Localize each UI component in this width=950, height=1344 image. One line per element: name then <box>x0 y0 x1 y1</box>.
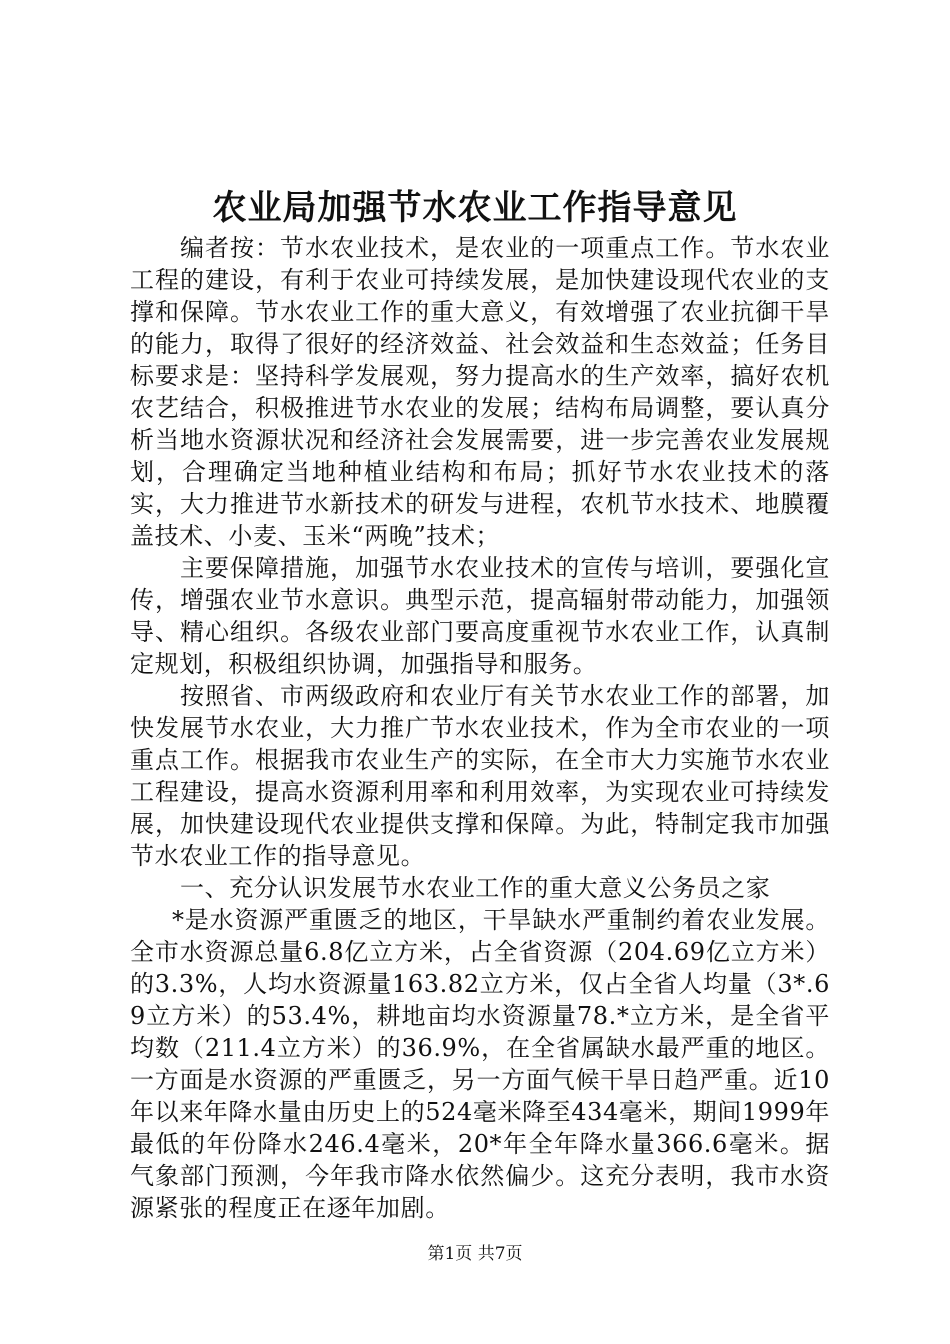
paragraph-water-resources: *是水资源严重匮乏的地区，干旱缺水严重制约着农业发展。全市水资源总量6.8亿立方米，占全省资源（204.69亿立方米）的3.3%，人均水资源量163.82立方米，仅占全省人均量（3*.69立方米）的53.4%，耕地亩均水资源量78.*立方米，是全省平均数（211.4立方米）的36.9%，在全省属缺水最严重的地区。一方面是水资源的严重匮乏，另一方面气候干旱日趋严重。近10年以来年降水量由历史上的524毫米降至434毫米，期间1999年最低的年份降水246.4毫米，20*年全年降水量366.6毫米。据气象部门预测，今年我市降水依然偏少。这充分表明，我市水资源紧张的程度正在逐年加剧。 <box>130 906 830 1222</box>
paragraph-introduction: 按照省、市两级政府和农业厅有关节水农业工作的部署，加快发展节水农业，大力推广节水农业技术，作为全市农业的一项重点工作。根据我市农业生产的实际，在全市大力实施节水农业工程建设，提高水资源利用率和利用效率，为实现农业可持续发展，加快建设现代农业提供支撑和保障。为此，特制定我市加强节水农业工作的指导意见。 <box>130 682 830 870</box>
paragraph-safeguards: 主要保障措施，加强节水农业技术的宣传与培训，要强化宣传，增强农业节水意识。典型示范，提高辐射带动能力，加强领导、精心组织。各级农业部门要高度重视节水农业工作，认真制定规划，积极组织协调，加强指导和服务。 <box>130 554 830 678</box>
section-heading-1: 一、充分认识发展节水农业工作的重大意义公务员之家 <box>180 874 771 902</box>
document-body <box>130 232 830 1224</box>
paragraph-editor-note: 编者按：节水农业技术，是农业的一项重点工作。节水农业工程的建设，有利于农业可持续发展，是加快建设现代农业的支撑和保障。节水农业工作的重大意义，有效增强了农业抗御干旱的能力，取得了很好的经济效益、社会效益和生态效益；任务目标要求是：坚持科学发展观，努力提高水的生产效率，搞好农机农艺结合，积极推进节水农业的发展；结构布局调整，要认真分析当地水资源状况和经济社会发展需要，进一步完善农业发展规划，合理确定当地种植业结构和布局；抓好节水农业技术的落实，大力推进节水新技术的研发与进程，农机节水技术、地膜覆盖技术、小麦、玉米“两晚”技术； <box>130 234 830 550</box>
page-number-footer: 第1页 共7页 <box>427 1244 523 1264</box>
document-title: 农业局加强节水农业工作指导意见 <box>212 188 738 228</box>
